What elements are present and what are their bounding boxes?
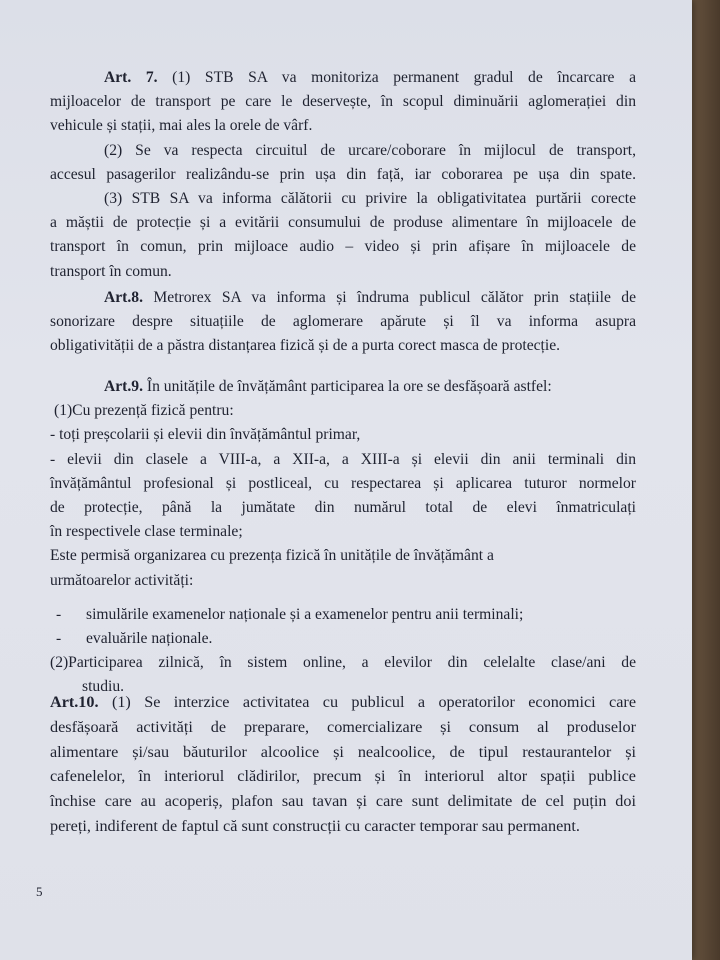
article-9-bullet-2-text: evaluările naționale.	[86, 630, 213, 648]
article-8	[50, 286, 636, 359]
article-9-line-7: în respectivele clase terminale;	[50, 523, 243, 541]
article-9-heading: Art.9.	[104, 378, 143, 395]
article-7-line-7: a măștii de protecție și a evitării consumului de produse alimentare în mijloacele de	[50, 214, 636, 232]
article-7-line-9: transport în comun.	[50, 262, 172, 280]
article-9-line-11: studiu.	[82, 678, 125, 696]
article-7-line-3: vehicule și stații, mai ales la orele de vârf.	[50, 117, 313, 135]
bullet-dash-icon: -	[56, 605, 62, 623]
article-10	[50, 690, 636, 839]
bullet-dash-icon: -	[56, 630, 62, 648]
article-10-line-5: închise care au acoperiș, plafon sau tavan și care sunt delimitate de cel puțin doi	[50, 792, 636, 811]
article-8-heading: Art.8.	[104, 289, 143, 306]
article-9-line-6: de protecție, până la jumătate din numărul total de elevi înmatriculați	[50, 499, 636, 517]
article-10-line-4: cafenelelor, în interiorul clădirilor, precum și în interiorul altor spații publice	[50, 767, 636, 786]
article-7-line-4: (2) Se va respecta circuitul de urcare/coborare în mijlocul de transport,	[104, 141, 636, 159]
article-9-line-10: (2)Participarea zilnică, în sistem online, a elevilor din celelalte clase/ani de	[50, 654, 636, 672]
article-7-line-1: (1) STB SA va monitoriza permanent gradul de încarcare a	[172, 69, 636, 86]
article-7-line-5: accesul pasagerilor realizându-se prin ușa din față, iar coborarea pe ușa din spate.	[50, 165, 636, 183]
article-9-bullet-1-text: simulările examenelor naționale și a examenelor pentru anii terminali;	[86, 605, 524, 623]
article-7-line-6: (3) STB SA va informa călătorii cu privire la obligativitatea purtării corecte	[104, 190, 636, 208]
article-8-line-1: Metrorex SA va informa și îndruma publicul călător prin stațiile de	[153, 289, 636, 306]
article-9-line-3: - toți preșcolarii și elevii din învățământul primar,	[50, 426, 361, 444]
article-9-line-5: învățământul profesional și postliceal, cu respectarea și aplicarea tuturor normelor	[50, 474, 636, 492]
article-9-line-9: următoarelor activități:	[50, 571, 194, 589]
article-10-line-3: alimentare și/sau băuturilor alcoolice și nealcoolice, de tipul restaurantelor și	[50, 742, 636, 761]
article-7-line-8: transport în comun, prin mijloace audio – video și prin afișare în mijloacele de	[50, 238, 636, 256]
article-10-line-2: desfășoară activități de preparare, comercializare și consum al produselor	[50, 717, 636, 736]
article-9-bullet-1	[50, 603, 636, 627]
article-8-line-3: obligativității de a păstra distanțarea fizică și de a purta corect masca de protecție.	[50, 337, 561, 355]
article-7-line-2: mijloacelor de transport pe care le deservește, în scopul diminuării aglomerației din	[50, 93, 636, 111]
article-7	[50, 66, 636, 284]
article-7-heading: Art. 7.	[104, 69, 158, 86]
article-9-bullet-2	[50, 627, 636, 651]
article-10-heading: Art.10.	[50, 693, 99, 711]
page-number: 5	[36, 884, 43, 899]
article-10-line-6: pereți, indiferent de faptul că sunt construcții cu caracter temporar sau permanent.	[50, 816, 580, 835]
article-8-line-2: sonorizare despre situațiile de aglomerare apărute și îl va informa asupra	[50, 313, 636, 331]
article-10-line-1: (1) Se interzice activitatea cu publicul a operatorilor economici care	[111, 693, 636, 711]
article-9-line-2: (1)Cu prezență fizică pentru:	[54, 402, 234, 420]
article-9	[50, 375, 636, 700]
spacer	[50, 593, 636, 603]
article-9-line-4: - elevii din clasele a VIII-a, a XII-a, a XIII-a și elevii din anii terminali din	[50, 450, 636, 468]
article-9-line-8: Este permisă organizarea cu prezența fizică în unitățile de învățământ a	[50, 547, 494, 565]
article-9-line-1: În unitățile de învățământ participarea la ore se desfășoară astfel:	[146, 378, 552, 395]
